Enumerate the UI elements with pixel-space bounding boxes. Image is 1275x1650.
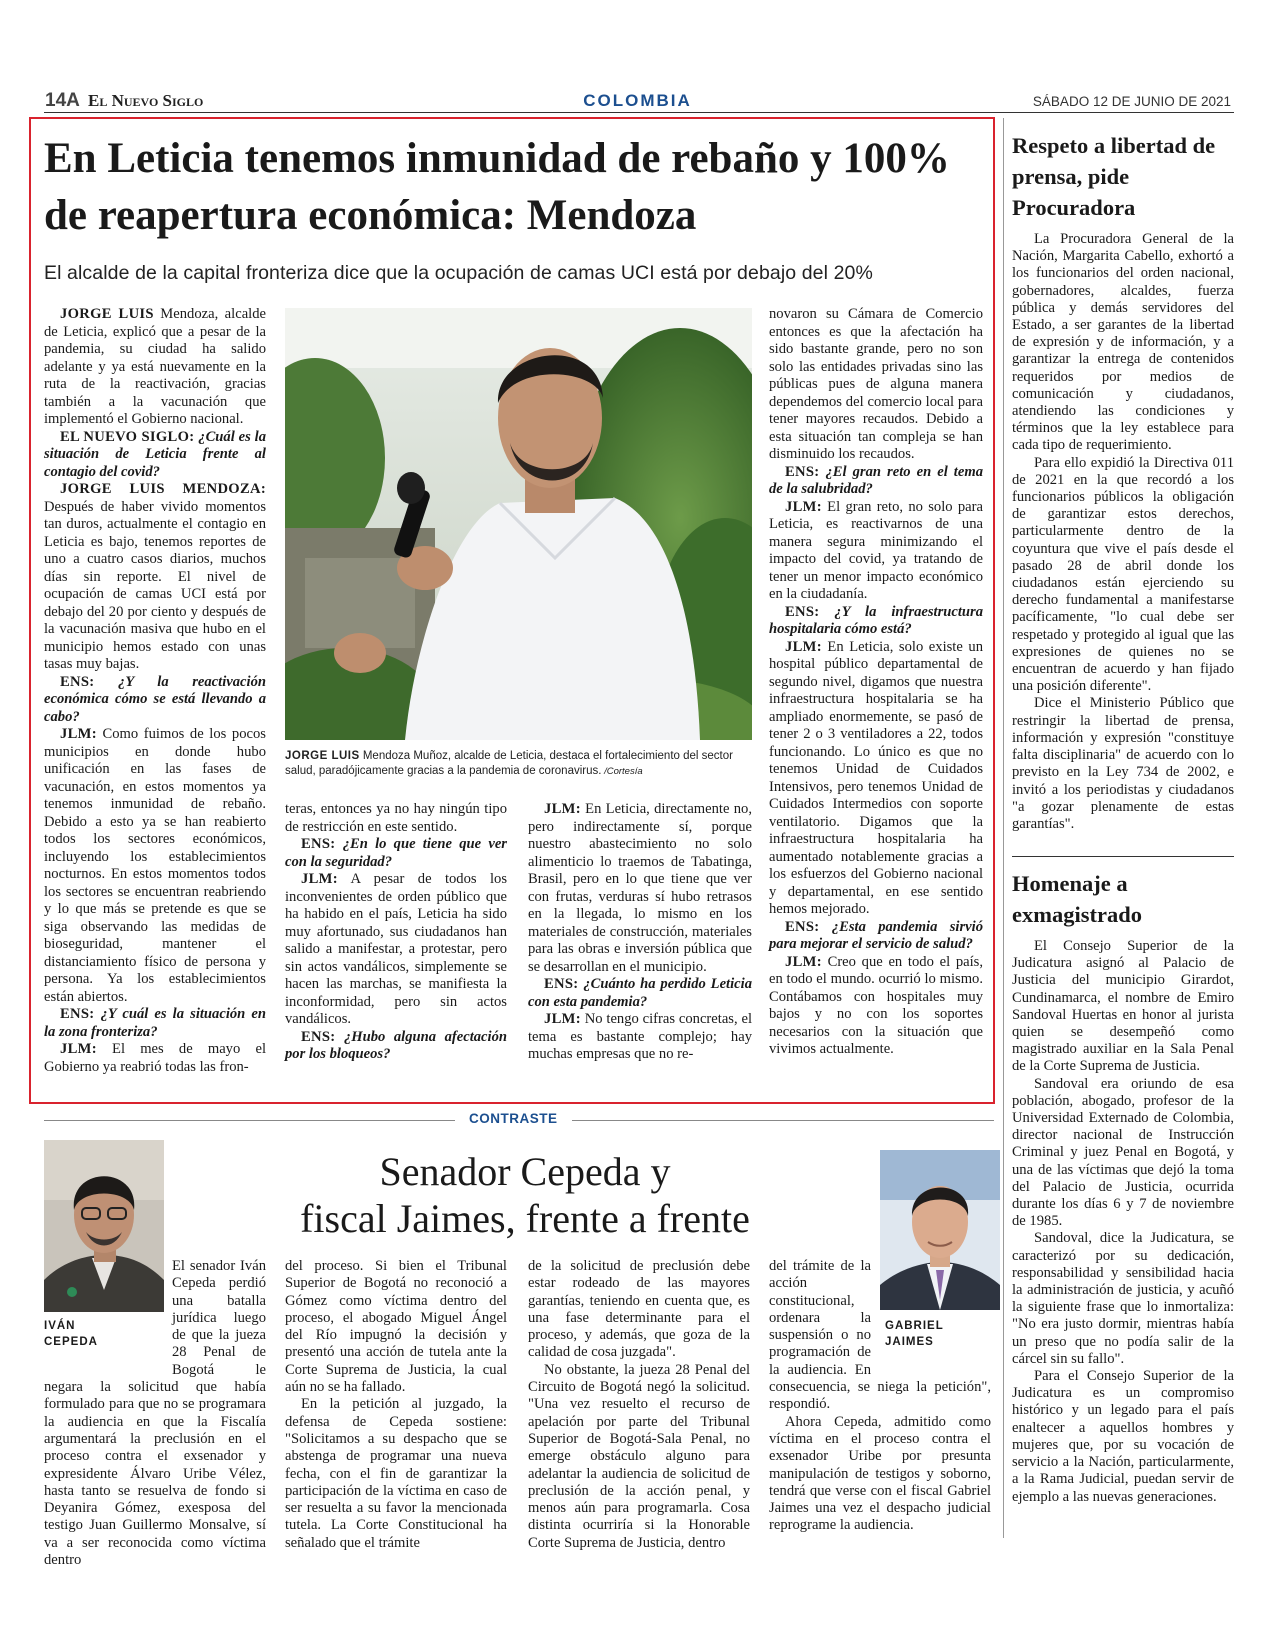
speaker-label: JLM: — [60, 726, 97, 742]
photo-caption — [285, 749, 755, 779]
speaker-label: ENS: — [544, 976, 579, 992]
interview-answer: teras, entonces ya no hay ningún tipo de restricción en este sentido. — [285, 801, 507, 835]
interview-paragraph — [769, 464, 983, 499]
interview-answer: En Leticia, solo existe un hospital público departamental de segundo nivel, digamos que nuestra infraestructura hospitalaria se ha ampliado enormemente, se pasó de tener 2 o 3 ventiladores a 22, todos funcionando. Lo único es que no tenemos Unidad de Cuidados Intensivos, pero tenemos Unidad de Cuidados Intermedios con soporte ventilatorio. Digamos que la infraestructura hospitalaria ha aumentado notablemente gracias a los esfuerzos del Gobierno nacional y departamental, en ese sentido hemos mejorado. — [769, 638, 983, 917]
interview-paragraph — [285, 801, 507, 836]
interview-paragraph — [285, 1029, 507, 1064]
interview-answer: El mes de mayo el Gobierno ya reabrió todas las fron- — [44, 1041, 266, 1075]
contraste-photo-wrap-right — [871, 1258, 991, 1366]
article-paragraph: Para ello expidió la Directiva 011 de 2021 en la que recordó a los funcionarios públicos la obligación de garantizar estos derechos, particularmente dentro de la coyuntura que vive el país desde el pasado 28 de abril donde los ciudadanos están ejerciendo su derecho fundamental a manifestarse pacíficamente, "lo cual debe ser respetado y protegido al igual que las expresiones de quienes no se encuentran de acuerdo y han fijado una posición diferente". — [1012, 454, 1234, 695]
contraste-headline — [180, 1148, 870, 1242]
interview-paragraph — [769, 499, 983, 604]
main-column-1-body — [44, 306, 266, 1076]
sidebar-rule — [1012, 856, 1234, 857]
contraste-column-3 — [528, 1258, 750, 1552]
speaker-label: JLM: — [785, 953, 822, 970]
interview-paragraph — [44, 1006, 266, 1041]
contraste-column-1 — [44, 1258, 266, 1569]
contraste-headline-line-1: Senador Cepeda y — [379, 1149, 671, 1194]
page-number: 14A — [45, 90, 80, 111]
section-name: COLOMBIA — [583, 91, 692, 110]
sidebar-divider — [1003, 118, 1004, 1538]
paper-name: El Nuevo Siglo — [88, 91, 204, 110]
article-paragraph: de la solicitud de preclusión debe estar rodeado de las mayores garantías, teniendo en cuenta que, es una fase determinante para el proceso, y además, que goza de la calidad de cosa juzgada". — [528, 1258, 750, 1361]
interview-paragraph — [44, 481, 266, 674]
speaker-label: ENS: — [301, 836, 336, 852]
interview-question: ¿Esta pandemia sirvió para mejorar el servicio de salud? — [769, 918, 983, 952]
speaker-label: JLM: — [60, 1041, 97, 1057]
interview-answer: En Leticia, directamente no, pero indirectamente sí, porque nuestro abastecimiento no solo alimenticio lo traemos de Tabatinga, Brasil, pero en lo que tiene que ver con frutas, verduras sí hubo retrasos en la llegada, lo mismo en los materiales de construcción, materiales para las obras e inversión pública que se desarrollan en el municipio. — [528, 801, 752, 975]
interview-answer: El gran reto, no solo para Leticia, es reactivarnos de una manera segura minimizando el impacto del covid, ya tratando de tener un menor impacto económico en la ciudadanía. — [769, 498, 983, 602]
interview-answer: Como fuimos de los pocos municipios en donde hubo unificación en las fases de vacunación, en estos momentos ya tenemos inmunidad de rebaño. Debido a esto ya se han reabierto todos los sectores económicos, incluyendo los establecimientos nocturnos. En estos momentos todos los sectores se encuentran reabriendo y lo que más se pretende es que se siga observando las medidas de bioseguridad, mantener el distanciamiento físico de persona y persona. Ya los establecimientos están abiertos. — [44, 726, 266, 1005]
main-column-2-body — [285, 801, 507, 1064]
article-paragraph: El Consejo Superior de la Judicatura asignó al Palacio de Justicia del municipio Girardot, Cundinamarca, el nombre de Emiro Sandoval Huertas en honor al jurista quien se desempeñó como magistrado auxiliar en la Sala Penal de la Corte Suprema de Justicia. — [1012, 938, 1234, 1075]
sidebar-story-1 — [1012, 130, 1234, 833]
main-column-4-body — [769, 306, 983, 1059]
contraste-headline-line-2: fiscal Jaimes, frente a frente — [300, 1196, 750, 1241]
main-column-3-body — [528, 801, 752, 1064]
interview-question: ¿Hubo alguna afectación por los bloqueos? — [285, 1028, 507, 1062]
interview-paragraph — [769, 919, 983, 954]
article-paragraph: Dice el Ministerio Público que restringir la libertad de prensa, información y expresión "constituye falta disciplinaria" de acuerdo con lo previsto en la Ley 734 de 2002, e invitó a los periodistas y ciudadanos "a gozar plenamente de estas garantías". — [1012, 695, 1234, 832]
interview-paragraph — [769, 306, 983, 464]
speaker-label: ENS: — [60, 673, 95, 690]
interview-paragraph — [44, 1041, 266, 1076]
speaker-label: ENS: — [785, 463, 820, 480]
interview-paragraph — [769, 639, 983, 919]
interview-answer: Mendoza, alcalde de Leticia, explicó que a pesar de la pandemia, su ciudad ha salido adelante y ya está nuevamente en la ruta de la reactivación, gracias también a la vacunación que implementó el Gobierno nacional. — [44, 306, 266, 427]
photo-caption-lead: JORGE LUIS — [285, 750, 360, 762]
speaker-label: JLM: — [301, 871, 338, 887]
interview-paragraph — [44, 429, 266, 482]
contraste-column-2-body — [285, 1258, 507, 1552]
contraste-column-4 — [769, 1258, 991, 1535]
article-paragraph: En la petición al juzgado, la defensa de Cepeda sostiene: "Solicitamos a su despacho que se abstenga de programar una nueva fecha, con el fin de garantizar la participación de la víctima en caso de ser resuelta a su favor la mencionada tutela. La Corte Constitucional ha señalado que el trámite — [285, 1396, 507, 1551]
speaker-label: JLM: — [544, 1011, 581, 1027]
interview-question: ¿Cuánto ha perdido Leticia con esta pandemia? — [528, 976, 752, 1010]
contraste-label: CONTRASTE — [455, 1111, 572, 1126]
speaker-label: ENS: — [60, 1006, 95, 1022]
article-paragraph: La Procuradora General de la Nación, Margarita Cabello, exhortó a los funcionarios del orden nacional, gobernadores, alcaldes, fuerza pública y demás servidores del Estado, a ser garantes de la libertad de expresión y de información, y a garantizar la entrega de contenidos requeridos por medios de comunicación y ciudadanos, atendiendo las condiciones y términos que la ley establece para cada tipo de requerimiento. — [1012, 231, 1234, 454]
sidebar-story-2 — [1012, 868, 1234, 1506]
interview-question: ¿En lo que tiene que ver con la seguridad? — [285, 836, 507, 870]
speaker-label: JLM: — [544, 801, 581, 817]
main-column-2 — [285, 801, 507, 1064]
main-headline: En Leticia tenemos inmunidad de rebaño y 100% de reapertura económica: Mendoza — [44, 135, 950, 239]
article-paragraph: Sandoval era oriundo de esa población, abogado, profesor de la Universidad Externado de Colombia, director nacional de Instrucción Criminal y juez Penal en Bogotá, y una de las víctimas que dejó la toma del Palacio de Justicia, ocurrida durante los días 6 y 7 de noviembre de 1985. — [1012, 1075, 1234, 1230]
article-paragraph: No obstante, la jueza 28 Penal del Circuito de Bogotá negó la solicitud. "Una vez resuelto el recurso de apelación por parte del Tribunal Superior de Bogotá-Sala Penal, no emerge obstáculo alguno para adelantar la audiencia de solicitud de preclusión de la acción penal, y menos aún para programarla. Cosa distinta ocurriría si la Honorable Corte Suprema de Justicia, dentro — [528, 1361, 750, 1551]
mendoza-photo — [285, 308, 752, 740]
interview-answer: novaron su Cámara de Comercio entonces es que la afectación ha sido bastante grande, pero no son solo las entidades privadas sino las públicas pues de alguna manera dependemos del comercio local para tener mayores recaudos. Debido a esta situación tan compleja se han disminuido los recaudos. — [769, 306, 983, 462]
speaker-label: EL NUEVO SIGLO: — [60, 428, 195, 445]
interview-answer: Después de haber vivido momentos tan duros, actualmente el contagio en Leticia es bajo, tenemos reportes de uno a cuatro casos diarios, muchos días sin reporte. El nivel de ocupación de camas UCI está por debajo del 20 por ciento y después de la vacunación masiva que hubo en el municipio hemos estado con unas tasas muy bajas. — [44, 498, 266, 672]
header-rule — [44, 112, 1234, 113]
article-paragraph: Para el Consejo Superior de la Judicatura es un compromiso histórico y un legado para el país enaltecer a aquellos hombres y mujeres que, por su vocación de servicio a la Nación, particularmente, a la Rama Judicial, puedan servir de ejemplo a las nuevas generaciones. — [1012, 1368, 1234, 1505]
article-paragraph: Ahora Cepeda, admitido como víctima en el proceso contra el exsenador Uribe por presunta manipulación de testigos y soborno, tendrá que verse con el fiscal Gabriel Jaimes una vez el despacho judicial reprograme la audiencia. — [769, 1413, 991, 1534]
cepeda-caption: IVÁN CEPEDA — [44, 1320, 98, 1348]
interview-paragraph — [44, 306, 266, 429]
interview-paragraph — [528, 1011, 752, 1064]
speaker-label: JORGE LUIS — [60, 306, 154, 322]
interview-paragraph — [769, 954, 983, 1059]
interview-question: ¿El gran reto en el tema de la salubridad? — [769, 463, 983, 497]
interview-question: ¿Cuál es la situación de Leticia frente al contagio del covid? — [44, 428, 267, 480]
interview-paragraph — [528, 976, 752, 1011]
main-subheadline: El alcalde de la capital fronteriza dice que la ocupación de camas UCI está por debajo del 20% — [44, 262, 873, 284]
sidebar-story-1-body — [1012, 231, 1234, 833]
photo-credit: /Cortesía — [601, 766, 643, 777]
sidebar-story-1-title: Respeto a libertad de prensa, pide Procuradora — [1012, 133, 1216, 220]
speaker-label: ENS: — [301, 1028, 336, 1045]
article-paragraph: del trámite de la acción constitucional, ordenara la suspensión o no programación de la audiencia. En consecuencia, se niega la petición", respondió. — [769, 1258, 991, 1413]
interview-question: ¿Y la infraestructura hospitalaria cómo está? — [769, 603, 983, 637]
interview-answer: No tengo cifras concretas, el tema es bastante complejo; hay muchas empresas que no re- — [528, 1011, 752, 1062]
speaker-label: JORGE LUIS MENDOZA: — [60, 481, 266, 497]
contraste-column-1-text: El senador Iván Cepeda perdió una batalla jurídica luego de que la jueza 28 Penal de Bogotá le negara la solicitud que había formulado para que no se programara la audiencia en que la Fiscalía argumentará la preclusión en el proceso contra el exsenador y expresidente Álvaro Uribe Vélez, hasta tanto se resuelva de fondo si Deyanira Gómez, exesposa del testigo Juan Guillermo Monsalve, sí va a ser reconocida como víctima dentro — [44, 1258, 266, 1569]
issue-date: SÁBADO 12 DE JUNIO DE 2021 — [1032, 94, 1231, 109]
interview-paragraph — [285, 836, 507, 871]
interview-paragraph — [769, 604, 983, 639]
sidebar-story-2-body — [1012, 938, 1234, 1506]
speaker-label: ENS: — [785, 603, 820, 620]
speaker-label: JLM: — [785, 498, 822, 515]
mendoza-photo-image — [285, 308, 752, 740]
main-column-3 — [528, 801, 752, 1064]
article-paragraph: Sandoval, dice la Judicatura, se caracterizó por su dedicación, responsabilidad y sensibilidad hacia la administración de justicia, y acuñó la siguiente frase que lo inmortaliza: "No era justo dormir, mientras había un preso que no podía salir de la cárcel sin su fallo". — [1012, 1230, 1234, 1367]
interview-paragraph — [44, 726, 266, 1006]
sidebar-story-2-title: Homenaje a exmagistrado — [1012, 871, 1142, 927]
contraste-column-2 — [285, 1258, 507, 1552]
article-paragraph: del proceso. Si bien el Tribunal Superior de Bogotá no reconoció a Gómez como víctima dentro del proceso, el abogado Miguel Ángel del Río impugnó la decisión y presentó una acción de tutela ante la Corte Suprema de Justicia, la cual aún no se ha fallado. — [285, 1258, 507, 1396]
interview-paragraph — [528, 801, 752, 976]
speaker-label: JLM: — [785, 638, 822, 655]
main-column-4 — [769, 306, 983, 1059]
interview-paragraph — [44, 674, 266, 727]
speaker-label: ENS: — [785, 918, 820, 935]
contraste-photo-wrap — [44, 1258, 172, 1368]
interview-answer: Creo que en todo el país, en todo el mundo. ocurrió lo mismo. Contábamos con hospitales muy bajos y no con los soportes necesarios con la situación que vivimos actualmente. — [769, 953, 983, 1057]
interview-paragraph — [285, 871, 507, 1029]
photo-caption-text: Mendoza Muñoz, alcalde de Leticia, destaca el fortalecimiento del sector salud, paradójicamente gracias a la pandemia de coronavirus. — [285, 750, 733, 777]
interview-question: ¿Y cuál es la situación en la zona fronteriza? — [44, 1006, 266, 1040]
contraste-column-3-body — [528, 1258, 750, 1552]
interview-answer: A pesar de todos los inconvenientes de orden público que ha habido en el país, Leticia ha sido muy afortunado, sus ciudadanos han salido a manifestar, a protestar, pero sin actos vandálicos, simplemente se hacen las marchas, se manifiesta la inconformidad, pero sin actos vandálicos. — [285, 871, 507, 1027]
main-column-1 — [44, 306, 266, 1076]
interview-question: ¿Y la reactivación económica cómo se está llevando a cabo? — [44, 673, 266, 725]
jaimes-caption: GABRIEL JAIMES — [885, 1320, 944, 1348]
